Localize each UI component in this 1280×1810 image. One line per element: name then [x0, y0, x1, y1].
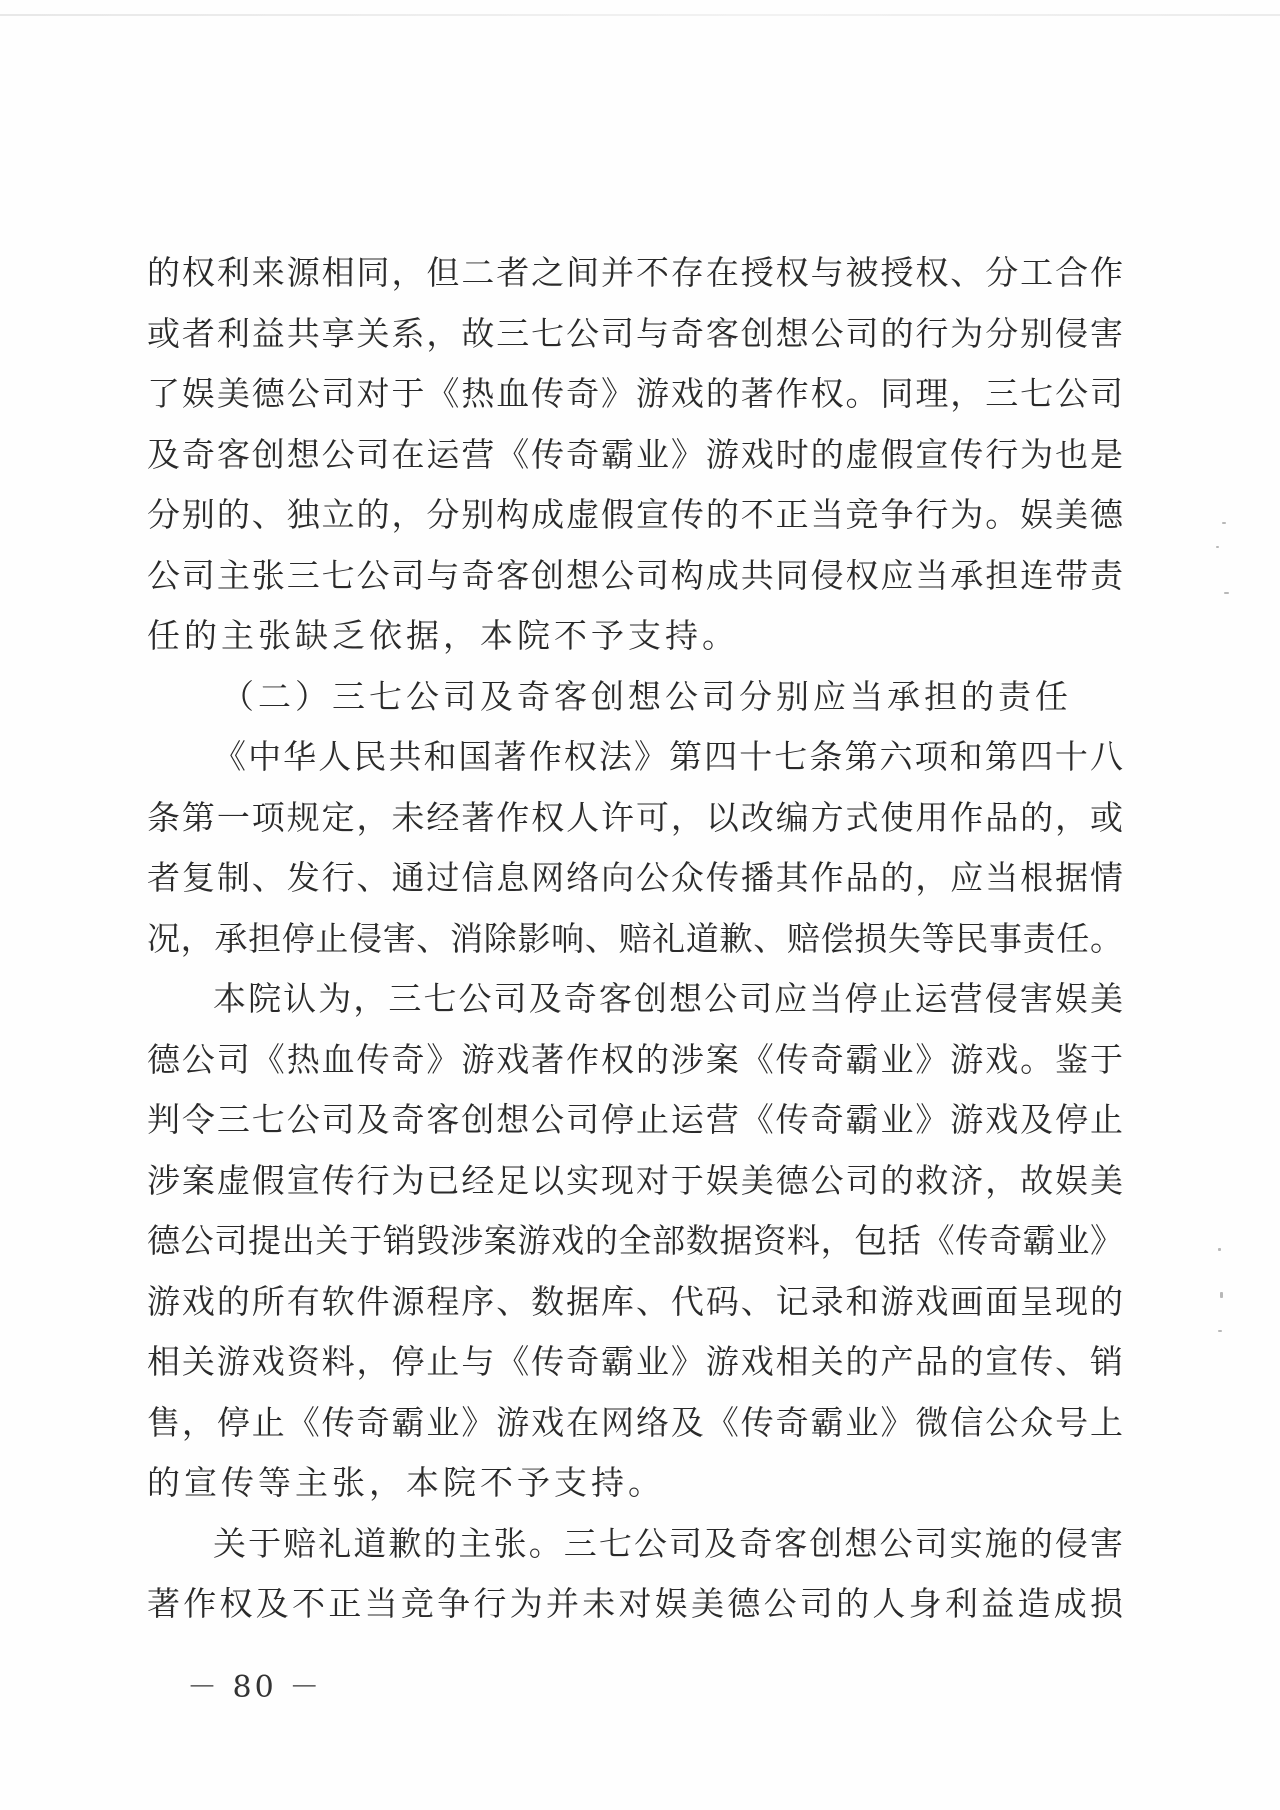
- text-line: 德公司《热血传奇》游戏著作权的涉案《传奇霸业》游戏。鉴于: [147, 1039, 1123, 1079]
- paragraph-first-line: 关于赔礼道歉的主张。三七公司及奇客创想公司实施的侵害: [213, 1523, 1123, 1563]
- text-line: 况，承担停止侵害、消除影响、赔礼道歉、赔偿损失等民事责任。: [147, 918, 1123, 958]
- text-line: 的权利来源相同，但二者之间并不存在授权与被授权、分工合作: [147, 253, 1123, 292]
- section-heading: （二）三七公司及奇客创想公司分别应当承担的责任: [221, 676, 1072, 716]
- scan-speck: [1220, 1292, 1223, 1298]
- text-line: 了娱美德公司对于《热血传奇》游戏的著作权。同理，三七公司: [147, 374, 1123, 413]
- text-line: 及奇客创想公司在运营《传奇霸业》游戏时的虚假宣传行为也是: [147, 434, 1123, 474]
- text-line: 分别的、独立的，分别构成虚假宣传的不正当竞争行为。娱美德: [147, 495, 1123, 534]
- text-line: 或者利益共享关系，故三七公司与奇客创想公司的行为分别侵害: [147, 313, 1123, 353]
- text-line: 游戏的所有软件源程序、数据库、代码、记录和游戏画面呈现的: [147, 1281, 1123, 1321]
- text-line: 任的主张缺乏依据，本院不予支持。: [147, 616, 739, 655]
- document-body: [147, 243, 1123, 1635]
- text-line: 德公司提出关于销毁涉案游戏的全部数据资料，包括《传奇霸业》: [147, 1221, 1123, 1260]
- scan-speck: [1218, 1330, 1222, 1332]
- text-line: 的宣传等主张，本院不予支持。: [147, 1463, 665, 1502]
- text-line: 涉案虚假宣传行为已经足以实现对于娱美德公司的救济，故娱美: [147, 1160, 1123, 1200]
- scan-speck: [1218, 1248, 1221, 1251]
- text-line: 售，停止《传奇霸业》游戏在网络及《传奇霸业》微信公众号上: [147, 1402, 1123, 1442]
- text-line: 相关游戏资料，停止与《传奇霸业》游戏相关的产品的宣传、销: [147, 1342, 1123, 1381]
- text-line: 者复制、发行、通过信息网络向公众传播其作品的，应当根据情: [147, 858, 1123, 897]
- scan-speck: [1224, 592, 1229, 594]
- text-line: 公司主张三七公司与奇客创想公司构成共同侵权应当承担连带责: [147, 555, 1123, 595]
- paragraph-first-line: 本院认为，三七公司及奇客创想公司应当停止运营侵害娱美: [213, 979, 1123, 1018]
- text-line: 条第一项规定，未经著作权人许可，以改编方式使用作品的，或: [147, 797, 1123, 837]
- text-line: 判令三七公司及奇客创想公司停止运营《传奇霸业》游戏及停止: [147, 1100, 1123, 1139]
- scan-speck: [1222, 522, 1226, 524]
- page-top-edge: [0, 14, 1280, 16]
- paragraph-first-line: 《中华人民共和国著作权法》第四十七条第六项和第四十八: [213, 737, 1123, 776]
- page-number: － 80 －: [187, 1670, 323, 1705]
- scan-speck: [1216, 546, 1219, 548]
- text-line: 著作权及不正当竞争行为并未对娱美德公司的人身利益造成损: [147, 1584, 1123, 1623]
